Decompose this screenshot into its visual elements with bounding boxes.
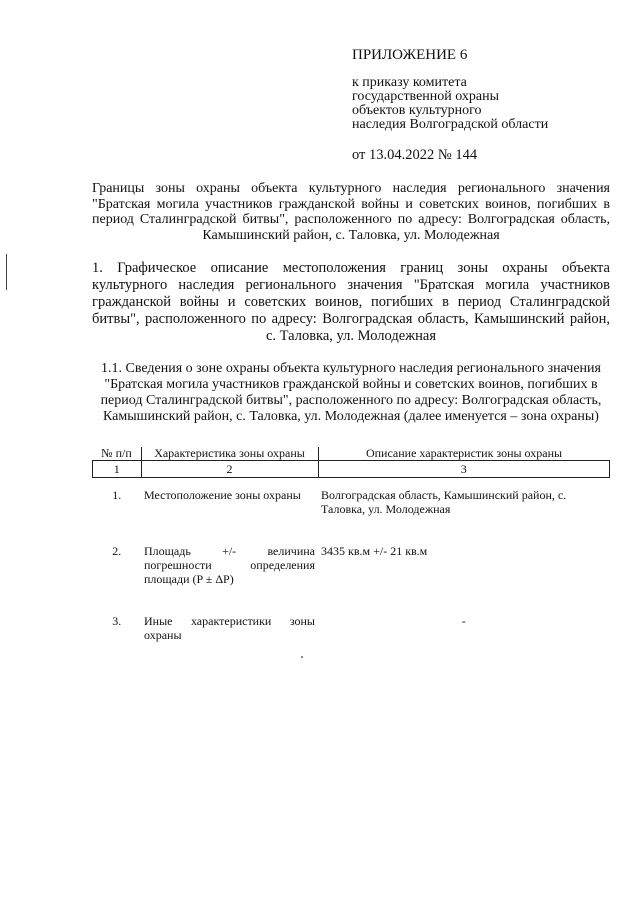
row-description: - bbox=[461, 614, 466, 628]
scan-edge-mark bbox=[6, 254, 7, 290]
appendix-line: государственной охраны bbox=[352, 89, 500, 104]
appendix-block bbox=[352, 46, 612, 163]
appendix-title: ПРИЛОЖЕНИЕ 6 bbox=[352, 47, 468, 63]
appendix-line: к приказу комитета bbox=[352, 75, 467, 90]
section-1-heading: 1. Графическое описание местоположения границ зоны охраны объекта культурного наследия регионального значения "Братская могила участников гражданской войны и советских воинов, погибших в период Сталинградской битвы", расположенного по адресу: Волгоградская область, Камышинский район, с. Таловка, ул. Молодежная bbox=[92, 260, 610, 344]
header-description: Описание характеристик зоны охраны bbox=[318, 447, 610, 461]
scan-speck bbox=[301, 656, 303, 658]
column-number: 3 bbox=[318, 461, 610, 478]
row-characteristic: Местоположение зоны охраны bbox=[144, 488, 301, 502]
row-num: 3. bbox=[112, 614, 122, 628]
header-num: № п/п bbox=[93, 447, 142, 461]
table-row bbox=[93, 544, 610, 586]
row-num: 2. bbox=[112, 544, 122, 558]
appendix-line: объектов культурного bbox=[352, 103, 482, 118]
row-description: Волгоградская область, Камышинский район, с. Таловка, ул. Молодежная bbox=[321, 488, 567, 516]
row-num: 1. bbox=[112, 488, 122, 502]
row-description: 3435 кв.м +/- 21 кв.м bbox=[321, 544, 428, 558]
column-numbers-row bbox=[93, 461, 610, 478]
column-number: 2 bbox=[141, 461, 318, 478]
row-characteristic: Иные характеристики зоны охраны bbox=[144, 614, 315, 642]
section-1-1-heading: 1.1. Сведения о зоне охраны объекта культурного наследия регионального значения "Братская могила участников гражданской войны и советских воинов, погибших в период Сталинградской битвы", расположенного по адресу: Волгоградская область, Камышинский район, с. Таловка, ул. Молодежная (далее именуется – зона охраны) bbox=[100, 361, 602, 424]
table-row bbox=[93, 488, 610, 516]
appendix-date: от 13.04.2022 № 144 bbox=[352, 147, 478, 163]
row-characteristic: Площадь +/- величина погрешности определения площади (P ± ΔP) bbox=[144, 544, 315, 586]
appendix-line: наследия Волгоградской области bbox=[352, 117, 549, 132]
table-header-row bbox=[93, 447, 610, 461]
header-characteristic: Характеристика зоны охраны bbox=[141, 447, 318, 461]
column-number: 1 bbox=[93, 461, 142, 478]
table-row bbox=[93, 614, 610, 642]
document-title: Границы зоны охраны объекта культурного наследия регионального значения "Братская могила участников гражданской войны и советских воинов, погибших в период Сталинградской битвы", расположенного по адресу: Волгоградская область, Камышинский район, с. Таловка, ул. Молодежная bbox=[92, 181, 610, 243]
zone-info-table bbox=[92, 447, 610, 642]
